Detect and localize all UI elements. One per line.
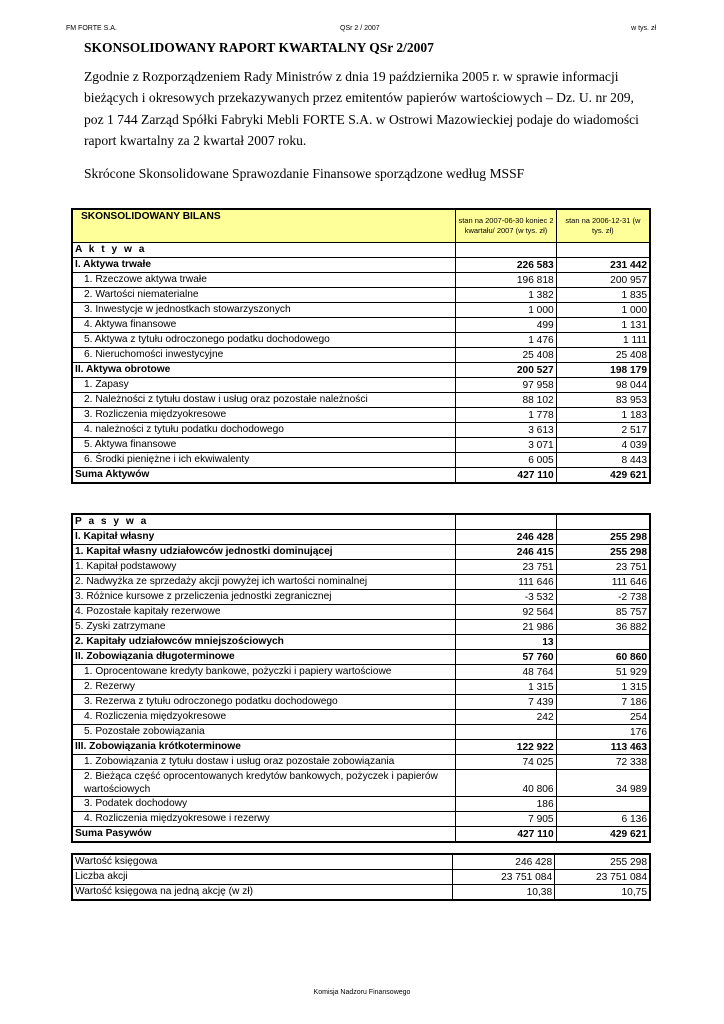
table-row — [72, 590, 650, 605]
value-2006: 1 183 — [556, 408, 650, 423]
value-2006: 429 621 — [556, 827, 650, 843]
table-row — [72, 378, 650, 393]
value-2007: 40 806 — [456, 770, 556, 797]
value-2006: 231 442 — [556, 258, 650, 273]
value-2007: 3 071 — [456, 438, 556, 453]
value-2006 — [556, 797, 650, 812]
table-row — [72, 797, 650, 812]
row-label: 3. Podatek dochodowy — [72, 797, 456, 812]
value-2006: 255 298 — [555, 854, 650, 870]
liabilities-table — [71, 513, 651, 843]
value-2007: 10,38 — [453, 885, 555, 901]
row-label: I. Aktywa trwałe — [72, 258, 456, 273]
table-row — [72, 695, 650, 710]
table-row — [72, 725, 650, 740]
value-2007 — [456, 514, 556, 530]
row-label: 3. Rozliczenia międzyokresowe — [72, 408, 456, 423]
row-label: 4. należności z tytułu podatku dochodowego — [72, 423, 456, 438]
value-2006 — [556, 635, 650, 650]
table-row — [72, 620, 650, 635]
table-row — [72, 710, 650, 725]
value-2007: 1 315 — [456, 680, 556, 695]
table-row — [72, 423, 650, 438]
table-row — [72, 605, 650, 620]
table-row — [72, 288, 650, 303]
value-2007: 200 527 — [456, 363, 556, 378]
value-2007: 1 476 — [456, 333, 556, 348]
value-2006: 429 621 — [556, 468, 650, 484]
value-2007: 427 110 — [456, 827, 556, 843]
row-label: 1. Zobowiązania z tytułu dostaw i usług oraz pozostałe zobowiązania — [72, 755, 456, 770]
value-2007: 1 382 — [456, 288, 556, 303]
value-2006: 1 000 — [556, 303, 650, 318]
value-2007: 97 958 — [456, 378, 556, 393]
value-2006: 8 443 — [556, 453, 650, 468]
row-label: Suma Aktywów — [72, 468, 456, 484]
value-2007: 122 922 — [456, 740, 556, 755]
table-row — [72, 530, 650, 545]
row-label: Suma Pasywów — [72, 827, 456, 843]
value-2006: 1 111 — [556, 333, 650, 348]
value-2006: 98 044 — [556, 378, 650, 393]
row-label: 3. Różnice kursowe z przeliczenia jednostki zegranicznej — [72, 590, 456, 605]
value-2007 — [456, 243, 556, 258]
balance-title: SKONSOLIDOWANY BILANS — [72, 209, 456, 243]
row-label: II. Zobowiązania długoterminowe — [72, 650, 456, 665]
value-2006: 72 338 — [556, 755, 650, 770]
value-2007: 74 025 — [456, 755, 556, 770]
row-label: 5. Aktywa finansowe — [72, 438, 456, 453]
value-2006: 23 751 084 — [555, 870, 650, 885]
value-2006: -2 738 — [556, 590, 650, 605]
value-2006: 255 298 — [556, 545, 650, 560]
value-2006: 1 131 — [556, 318, 650, 333]
footer: Komisja Nadzoru Finansowego — [313, 989, 411, 996]
value-2006: 113 463 — [556, 740, 650, 755]
table-row — [72, 635, 650, 650]
header-report-id: QSr 2 / 2007 — [340, 25, 380, 32]
value-2007: 48 764 — [456, 665, 556, 680]
value-2006: 1 315 — [556, 680, 650, 695]
row-label: 2. Rezerwy — [72, 680, 456, 695]
header-company: FM FORTE S.A. — [66, 25, 117, 32]
table-row — [72, 348, 650, 363]
table-row — [72, 408, 650, 423]
table-row — [72, 812, 650, 827]
value-2006: 36 882 — [556, 620, 650, 635]
table-row — [72, 740, 650, 755]
value-2007: -3 532 — [456, 590, 556, 605]
column-header-2007: stan na 2007-06-30 koniec 2 kwartału/ 2007 (w tys. zł) — [456, 209, 556, 243]
table-row — [72, 393, 650, 408]
value-2006: 2 517 — [556, 423, 650, 438]
table-row — [72, 545, 650, 560]
value-2006: 23 751 — [556, 560, 650, 575]
value-2007: 1 000 — [456, 303, 556, 318]
value-2006: 6 136 — [556, 812, 650, 827]
row-label: 3. Rezerwa z tytułu odroczonego podatku dochodowego — [72, 695, 456, 710]
table-header-row — [72, 209, 650, 243]
table-row — [72, 303, 650, 318]
value-2007: 21 986 — [456, 620, 556, 635]
row-label: 2. Wartości niematerialne — [72, 288, 456, 303]
value-2006 — [556, 514, 650, 530]
row-label: 5. Zyski zatrzymane — [72, 620, 456, 635]
row-label: Wartość księgowa — [72, 854, 453, 870]
row-label: A k t y w a — [72, 243, 456, 258]
row-label: 2. Kapitały udziałowców mniejszościowych — [72, 635, 456, 650]
table-row — [72, 453, 650, 468]
row-label: 5. Aktywa z tytułu odroczonego podatku dochodowego — [72, 333, 456, 348]
row-label: Wartość księgowa na jedną akcję (w zł) — [72, 885, 453, 901]
value-2006: 10,75 — [555, 885, 650, 901]
row-label: 3. Inwestycje w jednostkach stowarzyszonych — [72, 303, 456, 318]
row-label: 1. Oprocentowane kredyty bankowe, pożyczki i papiery wartościowe — [72, 665, 456, 680]
value-2007: 13 — [456, 635, 556, 650]
value-2007: 57 760 — [456, 650, 556, 665]
value-2007: 23 751 084 — [453, 870, 555, 885]
value-2007: 246 428 — [456, 530, 556, 545]
row-label: 2. Należności z tytułu dostaw i usług oraz pozostałe należności — [72, 393, 456, 408]
table-row — [72, 827, 650, 843]
table-row — [72, 650, 650, 665]
row-label: 2. Nadwyżka ze sprzedaży akcji powyżej ich wartości nominalnej — [72, 575, 456, 590]
row-label: Liczba akcji — [72, 870, 453, 885]
table-row — [72, 665, 650, 680]
value-2006: 25 408 — [556, 348, 650, 363]
value-2006 — [556, 243, 650, 258]
value-2006: 1 835 — [556, 288, 650, 303]
value-2006: 4 039 — [556, 438, 650, 453]
table-row — [72, 318, 650, 333]
value-2006: 254 — [556, 710, 650, 725]
value-2006: 111 646 — [556, 575, 650, 590]
value-2006: 255 298 — [556, 530, 650, 545]
value-2007: 25 408 — [456, 348, 556, 363]
table-row — [72, 870, 650, 885]
row-label: 4. Rozliczenia międzyokresowe — [72, 710, 456, 725]
book-value-table — [71, 853, 651, 901]
table-row — [72, 770, 650, 797]
value-2007: 7 905 — [456, 812, 556, 827]
value-2007: 1 778 — [456, 408, 556, 423]
statement-subtitle: Skrócone Skonsolidowane Sprawozdanie Finansowe sporządzone według MSSF — [84, 166, 525, 181]
value-2007: 6 005 — [456, 453, 556, 468]
intro-paragraph: Zgodnie z Rozporządzeniem Rady Ministrów z dnia 19 października 2005 r. w sprawie informacji bieżących i okresowych przekazywanych przez emitentów papierów wartościowych – Dz. U. nr 209, poz 1 744 Zarząd Spółki Fabryki Mebli FORTE S.A. w Ostrowi Mazowieckiej podaje do wiadomości raport kwartalny za 2 kwartał 2007 roku. — [84, 69, 639, 148]
table-row — [72, 363, 650, 378]
table-row — [72, 468, 650, 484]
value-2007: 88 102 — [456, 393, 556, 408]
value-2007: 246 415 — [456, 545, 556, 560]
row-label: 6. Środki pieniężne i ich ekwiwalenty — [72, 453, 456, 468]
value-2007: 3 613 — [456, 423, 556, 438]
value-2007: 7 439 — [456, 695, 556, 710]
row-label: 1. Kapitał podstawowy — [72, 560, 456, 575]
row-label: 1. Zapasy — [72, 378, 456, 393]
row-label: 2. Bieżąca część oprocentowanych kredytów bankowych, pożyczek i papierów wartościowych — [72, 770, 456, 797]
value-2006: 60 860 — [556, 650, 650, 665]
value-2006: 51 929 — [556, 665, 650, 680]
column-header-2006: stan na 2006-12-31 (w tys. zł) — [556, 209, 650, 243]
row-label: P a s y w a — [72, 514, 456, 530]
value-2007: 242 — [456, 710, 556, 725]
table-row — [72, 885, 650, 901]
table-row — [72, 514, 650, 530]
row-label: II. Aktywa obrotowe — [72, 363, 456, 378]
value-2006: 83 953 — [556, 393, 650, 408]
value-2006: 34 989 — [556, 770, 650, 797]
value-2007: 23 751 — [456, 560, 556, 575]
value-2007: 111 646 — [456, 575, 556, 590]
value-2007: 196 818 — [456, 273, 556, 288]
assets-table — [71, 208, 651, 484]
table-row — [72, 333, 650, 348]
table-row — [72, 560, 650, 575]
value-2006: 200 957 — [556, 273, 650, 288]
row-label: I. Kapitał własny — [72, 530, 456, 545]
value-2007: 246 428 — [453, 854, 555, 870]
table-row — [72, 575, 650, 590]
row-label: 4. Aktywa finansowe — [72, 318, 456, 333]
value-2007: 226 583 — [456, 258, 556, 273]
table-row — [72, 438, 650, 453]
row-label: 5. Pozostałe zobowiązania — [72, 725, 456, 740]
table-row — [72, 755, 650, 770]
table-row — [72, 680, 650, 695]
value-2007 — [456, 725, 556, 740]
value-2007: 427 110 — [456, 468, 556, 484]
table-row — [72, 243, 650, 258]
report-title: SKONSOLIDOWANY RAPORT KWARTALNY QSr 2/2007 — [84, 40, 434, 55]
value-2006: 176 — [556, 725, 650, 740]
table-row — [72, 258, 650, 273]
row-label: 6. Nieruchomości inwestycyjne — [72, 348, 456, 363]
value-2007: 499 — [456, 318, 556, 333]
row-label: 1. Kapitał własny udziałowców jednostki dominującej — [72, 545, 456, 560]
row-label: 1. Rzeczowe aktywa trwałe — [72, 273, 456, 288]
row-label: 4. Pozostałe kapitały rezerwowe — [72, 605, 456, 620]
value-2007: 92 564 — [456, 605, 556, 620]
value-2006: 85 757 — [556, 605, 650, 620]
value-2006: 198 179 — [556, 363, 650, 378]
header-unit: w tys. zł — [631, 25, 656, 32]
table-row — [72, 854, 650, 870]
table-row — [72, 273, 650, 288]
row-label: III. Zobowiązania krótkoterminowe — [72, 740, 456, 755]
value-2007: 186 — [456, 797, 556, 812]
value-2006: 7 186 — [556, 695, 650, 710]
row-label: 4. Rozliczenia międzyokresowe i rezerwy — [72, 812, 456, 827]
